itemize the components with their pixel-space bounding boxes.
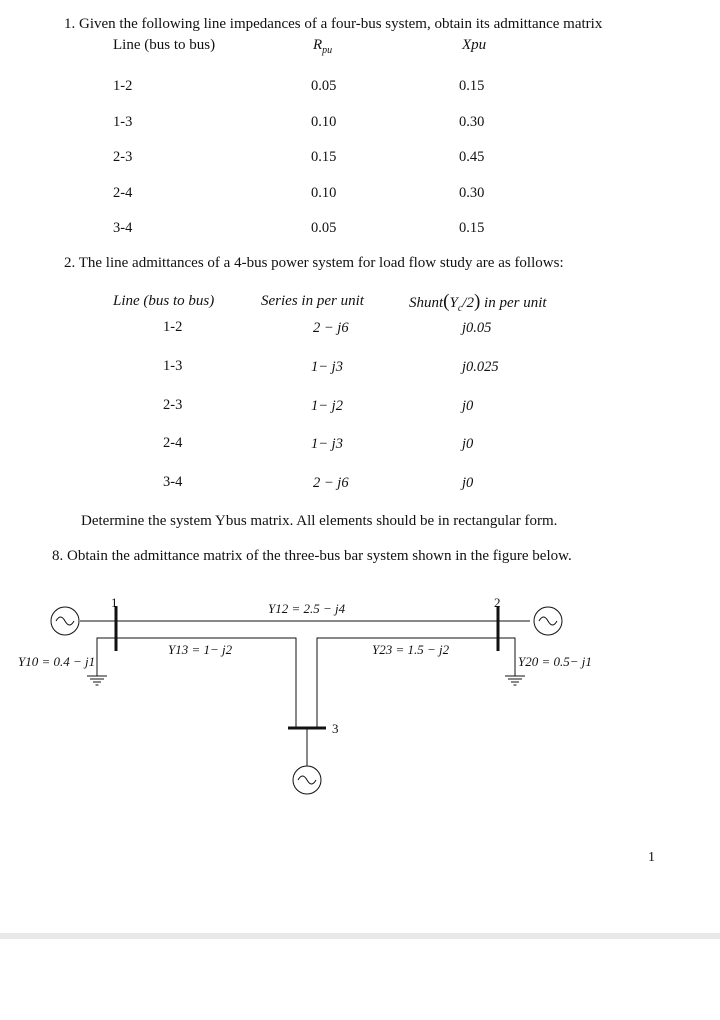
bus-1-label: 1 [111, 595, 118, 610]
q2-header-series: Series in per unit [261, 293, 364, 309]
q2-row-series: 1− j3 [311, 436, 343, 452]
bus-2-label: 2 [494, 595, 501, 610]
y20-label: Y20 = 0.5− j1 [518, 654, 592, 669]
q8-question: 8. Obtain the admittance matrix of the three-bus bar system shown in the figure below. [52, 548, 572, 564]
q1-row-line: 3-4 [113, 220, 133, 236]
shunt-y20 [498, 638, 515, 676]
generator-3-icon [293, 766, 321, 794]
q1-row-r: 0.05 [311, 78, 337, 94]
q1-row-x: 0.30 [459, 185, 485, 201]
y10-label: Y10 = 0.4 − j1 [18, 654, 96, 669]
q2-row-line: 1-2 [163, 319, 183, 335]
q2-row-line: 2-4 [163, 435, 183, 451]
shunt-y10 [97, 638, 116, 676]
bus-3-label: 3 [332, 721, 339, 736]
q1-row-r: 0.10 [311, 185, 337, 201]
q1-row-line: 1-2 [113, 78, 133, 94]
three-bus-diagram [0, 590, 720, 805]
generator-2-icon [534, 607, 562, 635]
q1-row-line: 2-3 [113, 149, 133, 165]
q1-header-x: Xpu [462, 37, 487, 53]
q2-row-line: 1-3 [163, 358, 183, 374]
q2-row-shunt: j0.025 [462, 359, 499, 375]
q1-row-r: 0.05 [311, 220, 337, 236]
q1-header-r: $R_{pu}$ [313, 37, 333, 56]
y23-label: Y23 = 1.5 − j2 [372, 642, 450, 657]
y12-label: Y12 = 2.5 − j4 [268, 601, 346, 616]
ground-2-icon [505, 676, 525, 685]
y13-label: Y13 = 1− j2 [168, 642, 233, 657]
q2-row-shunt: j0 [462, 436, 474, 452]
q1-row-x: 0.15 [459, 78, 485, 94]
q2-row-series: 2 − j6 [313, 320, 349, 336]
q2-row-shunt: j0.05 [462, 320, 492, 336]
q2-determine: Determine the system Ybus matrix. All elements should be in rectangular form. [81, 513, 558, 529]
q1-question: 1. Given the following line impedances of a four-bus system, obtain its admittance matrix [64, 16, 603, 32]
generator-1-icon [51, 607, 79, 635]
q2-row-line: 2-3 [163, 397, 183, 413]
q1-row-line: 2-4 [113, 185, 133, 201]
q2-row-series: 2 − j6 [313, 475, 349, 491]
q2-question: 2. The line admittances of a 4-bus power system for load flow study are as follows: [64, 255, 564, 271]
q1-row-r: 0.10 [311, 114, 337, 130]
q2-row-shunt: j0 [462, 475, 474, 491]
q1-row-x: 0.15 [459, 220, 485, 236]
q2-row-line: 3-4 [163, 474, 183, 490]
q2-header-line: Line (bus to bus) [113, 293, 215, 309]
ground-1-icon [87, 676, 107, 685]
q1-row-r: 0.15 [311, 149, 337, 165]
q2-row-series: 1− j2 [311, 398, 343, 414]
q2-header-shunt: $Shunt(Y_c/2)$ in per unit [409, 291, 547, 314]
q1-header-line: Line (bus to bus) [113, 37, 216, 53]
page-separator [0, 933, 720, 939]
q1-row-x: 0.30 [459, 114, 485, 130]
q1-row-line: 1-3 [113, 114, 133, 130]
q2-row-shunt: j0 [462, 398, 474, 414]
page-number: 1 [648, 850, 655, 865]
q1-row-x: 0.45 [459, 149, 485, 165]
q2-row-series: 1− j3 [311, 359, 343, 375]
